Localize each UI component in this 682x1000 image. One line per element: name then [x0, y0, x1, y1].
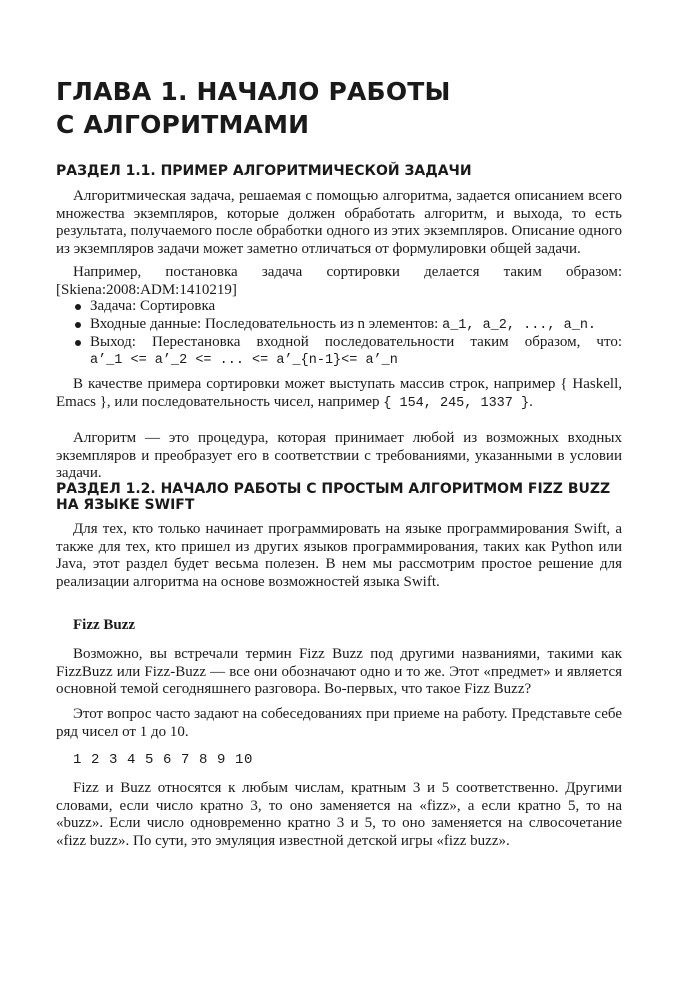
section-2-title — [56, 481, 622, 513]
chapter-title-line-2: С АЛГОРИТМАМИ — [56, 110, 310, 139]
list-item-text: Входные данные: Последовательность из n элементов: — [90, 315, 443, 332]
list-item-code: a_1, a_2, ..., a_n. — [442, 317, 597, 333]
section-2-paragraph-2: Возможно, вы встречали термин Fizz Buzz под другими названиями, такими как FizzBuzz или Fizz-Buzz — все они обозначают одно и то же. Этот «предмет» и является основной темой сегодняшнего разговора. Во-первых, что такое Fizz Buzz? — [56, 646, 622, 697]
section-2-title-line-2: НА ЯЗЫКЕ SWIFT — [56, 497, 195, 513]
chapter-title — [56, 75, 622, 141]
section-1-paragraph-4: Алгоритм — это процедура, которая принимает любой из возможных входных экземпляров и преобразует его в соответствии с требованиями, указанными в условии задачи. — [56, 430, 622, 481]
list-item-code: a’_1 <= a’_2 <= ... <= a’_{n-1}<= a’_n — [90, 352, 398, 368]
list-item — [56, 334, 622, 369]
bullet-dot-icon — [75, 340, 81, 346]
bullet-dot-icon — [75, 322, 81, 328]
section-1-paragraph-2: Например, постановка задача сортировки делается таким образом: [Skiena:2008:ADM:1410219] — [56, 264, 622, 298]
list-item-text: Выход: Перестановка входной последовательности таким образом, что: — [90, 334, 622, 350]
paragraph-end: . — [529, 393, 533, 410]
section-1-paragraph-3 — [56, 376, 622, 412]
list-item — [56, 298, 622, 316]
number-sequence: 1 2 3 4 5 6 7 8 9 10 — [73, 752, 254, 768]
sorting-definition-list — [56, 298, 622, 369]
section-1-paragraph-1: Алгоритмическая задача, решаемая с помощью алгоритма, задается описанием всего множества экземпляров, которые должен обработать алгоритм, и выхода, то есть результата, получаемого после обработки одного из этих экземпляров. Описание одного из экземпляров задачи может заметно отличаться от формулировки общей задачи. — [56, 188, 622, 257]
chapter-title-line-1: ГЛАВА 1. НАЧАЛО РАБОТЫ — [56, 77, 451, 106]
section-2-paragraph-3: Этот вопрос часто задают на собеседованиях при приеме на работу. Представьте себе ряд чисел от 1 до 10. — [56, 706, 622, 740]
section-2-title-line-1: РАЗДЕЛ 1.2. НАЧАЛО РАБОТЫ С ПРОСТЫМ АЛГОРИТМОМ FIZZ BUZZ — [56, 481, 611, 497]
bullet-dot-icon — [75, 304, 81, 310]
list-item — [56, 316, 622, 335]
fizz-buzz-subheading: Fizz Buzz — [73, 617, 136, 633]
section-2-paragraph-1: Для тех, кто только начинает программировать на языке программирования Swift, а также для тех, кто пришел из других языков программирования, таких как Python или Java, этот раздел будет весьма полезен. В нем мы рассмотрим простое решение для реализации алгоритма на основе возможностей языка Swift. — [56, 521, 622, 590]
inline-code: { 154, 245, 1337 } — [383, 395, 530, 411]
section-2-paragraph-4: Fizz и Buzz относятся к любым числам, кратным 3 и 5 соответственно. Другими словами, если число кратно 3, то оно заменяется на «fizz», а если кратно 5, то на «buzz». Если число одновременно кратно 3 и 5, то оно заменяется на слвосочетание «fizz buzz». По сути, это эмуляция известной детской игры «fizz buzz». — [56, 780, 622, 849]
paragraph-text: В качестве примера сортировки может выступать массив строк, например { Haskell, Emacs }, или последовательность чисел, например — [56, 376, 622, 410]
list-item-text: Задача: Сортировка — [90, 298, 216, 314]
section-1-title: РАЗДЕЛ 1.1. ПРИМЕР АЛГОРИТМИЧЕСКОЙ ЗАДАЧИ — [56, 163, 472, 179]
